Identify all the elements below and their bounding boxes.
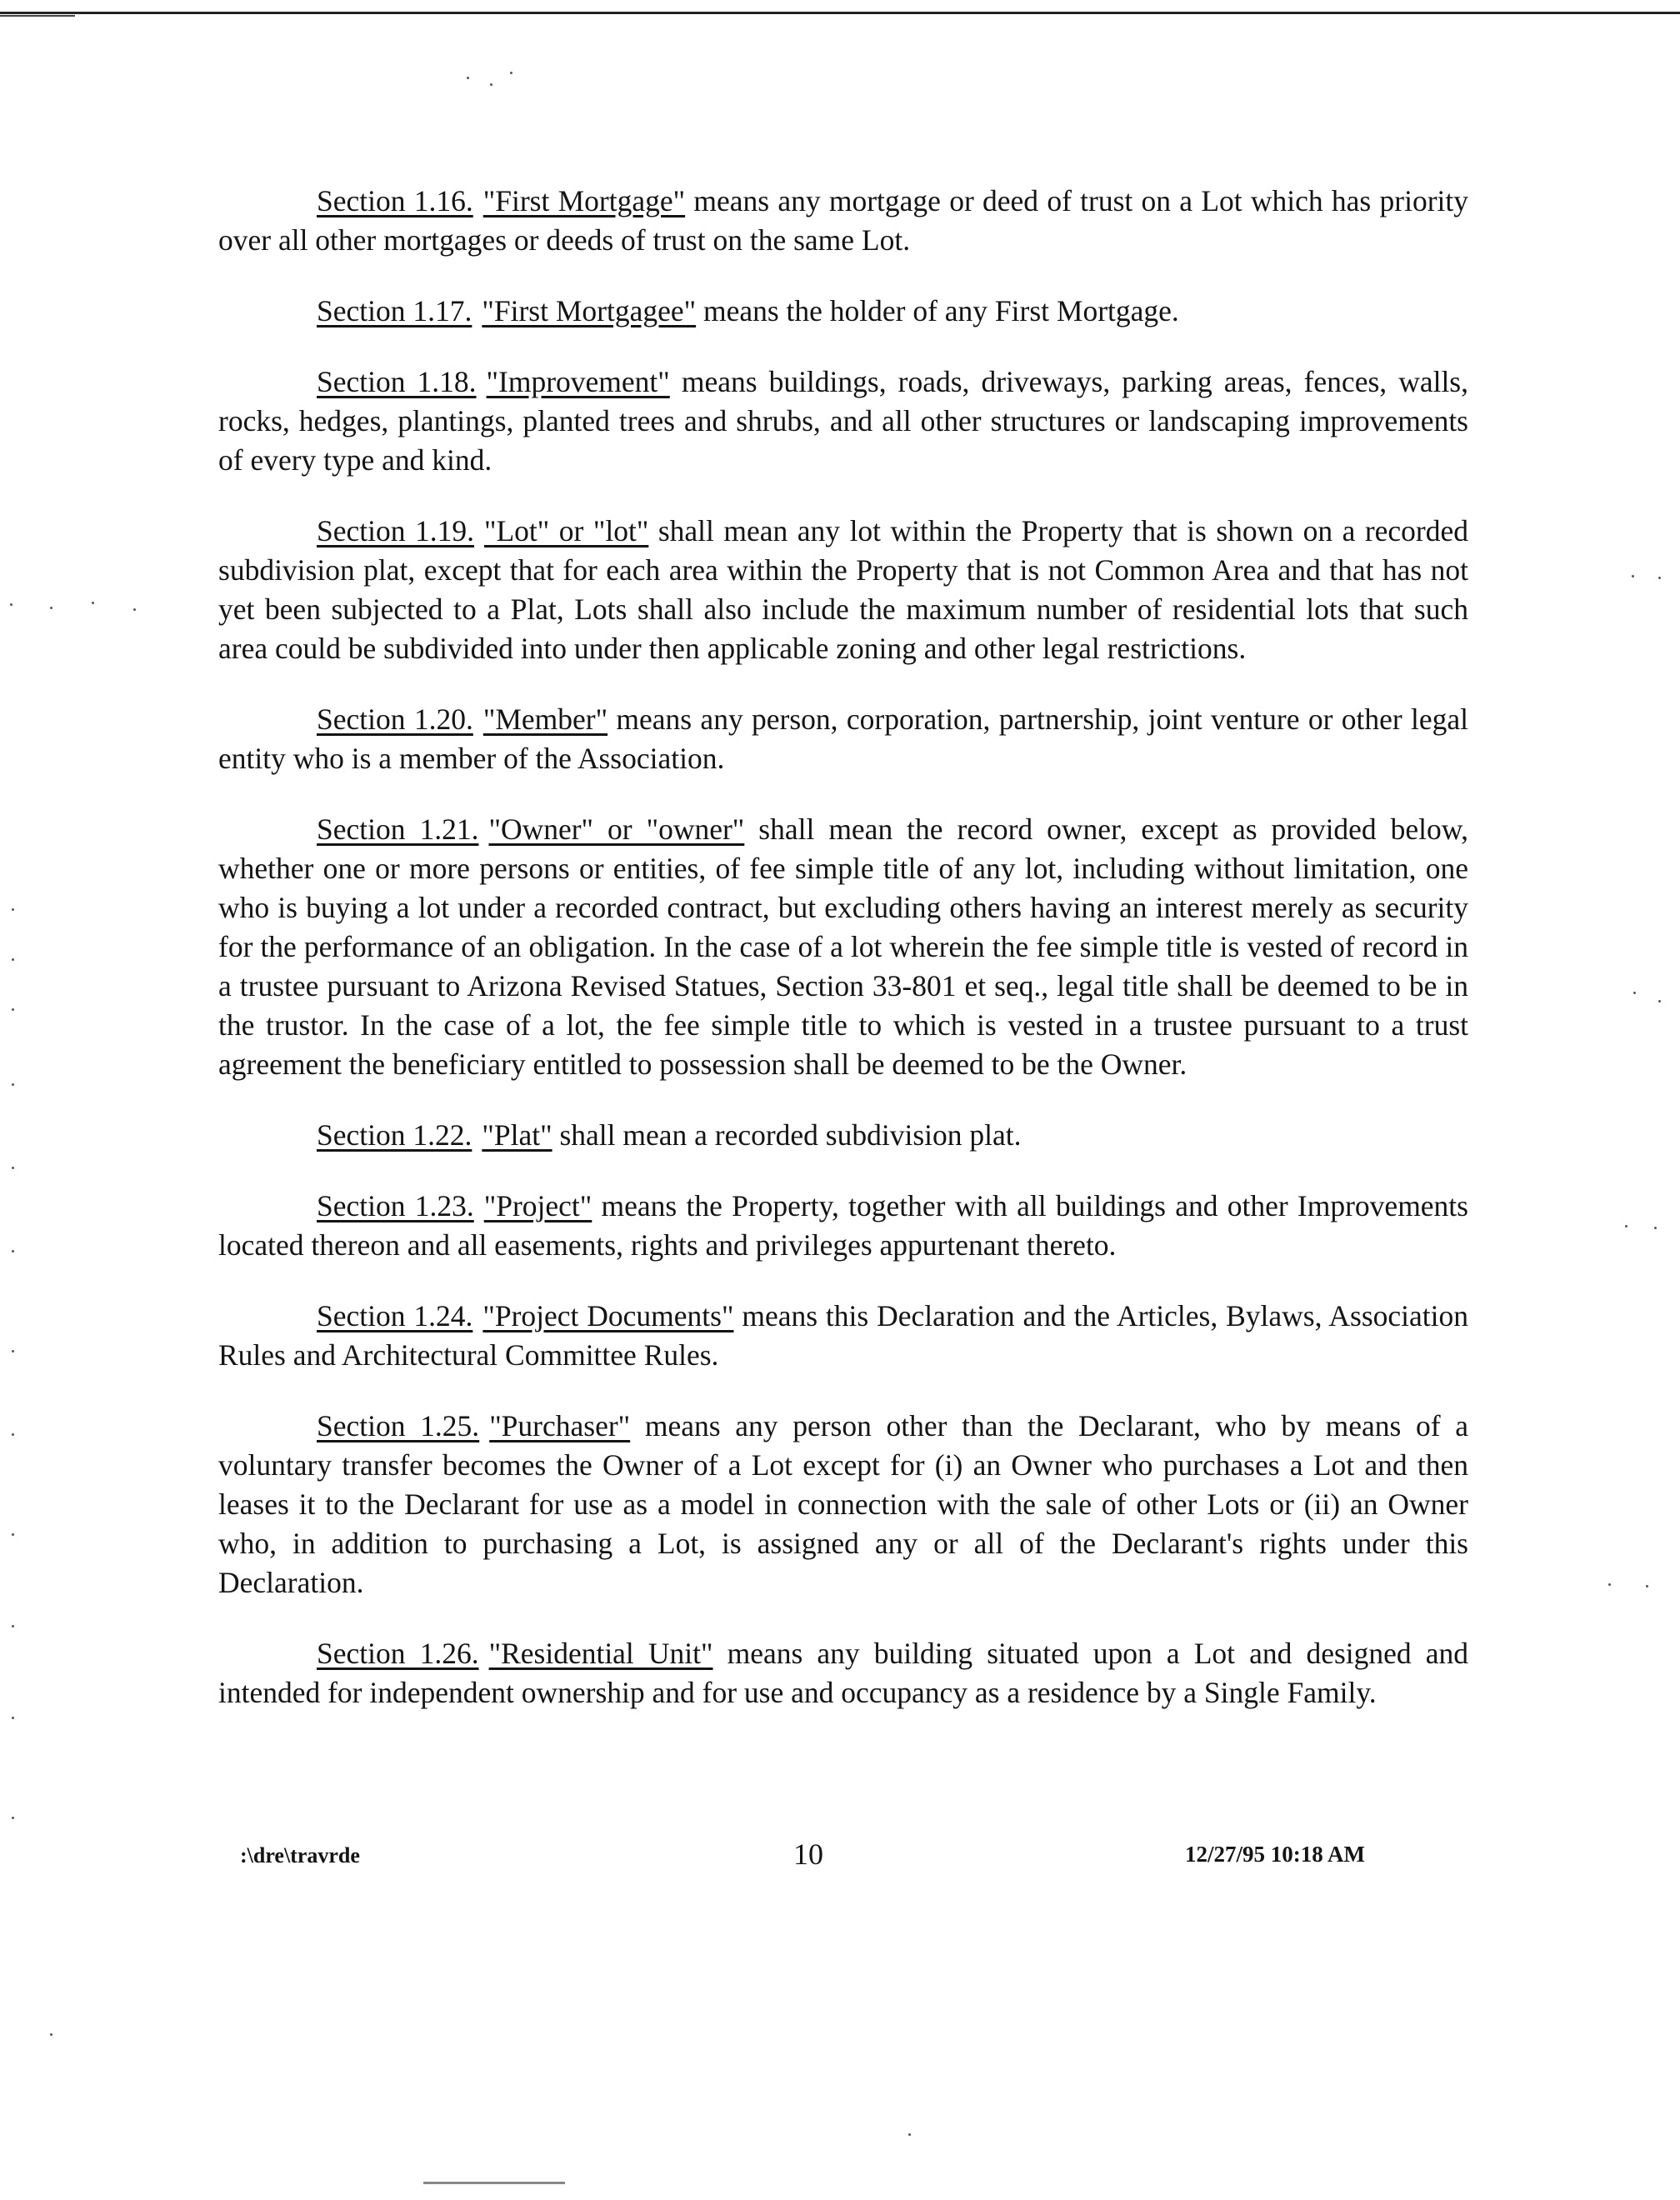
section-1-19 <box>218 512 1468 668</box>
scan-speck <box>12 1433 14 1436</box>
scan-speck <box>467 77 469 79</box>
top-scan-rule-accent <box>0 15 75 17</box>
scan-speck <box>1646 1585 1648 1588</box>
section-1-25 <box>218 1407 1468 1602</box>
scan-speck <box>10 603 12 606</box>
section-text: means the Property, together with all buildings and other Improvements located thereon and all easements, rights and privileges appurtenant thereto. <box>218 1189 1468 1262</box>
section-heading <box>317 1299 733 1332</box>
scan-speck <box>12 1167 14 1169</box>
section-heading <box>317 294 696 328</box>
scan-speck <box>12 1250 14 1252</box>
defined-term: "Owner" or "owner" <box>488 812 745 846</box>
scan-speck <box>12 1008 14 1011</box>
section-heading <box>317 702 608 736</box>
scan-speck <box>908 2133 911 2136</box>
scan-speck <box>1608 1583 1611 1586</box>
scan-speck <box>12 1350 14 1352</box>
defined-term: "Member" <box>482 702 608 736</box>
scan-speck <box>1658 1000 1661 1002</box>
scan-speck <box>510 72 512 74</box>
section-text: means buildings, roads, driveways, parking areas, fences, walls, rocks, hedges, plantings, planted trees and shrubs, and all other structures or landscaping improvements of every type and kind. <box>218 365 1468 477</box>
section-number: Section 1.16. <box>317 184 473 218</box>
section-heading <box>317 1637 713 1670</box>
scan-speck <box>490 83 492 86</box>
scan-speck <box>1654 1227 1657 1229</box>
defined-term: "Project" <box>483 1189 592 1222</box>
section-1-23 <box>218 1187 1468 1265</box>
section-number: Section 1.22. <box>317 1118 472 1152</box>
section-1-21 <box>218 810 1468 1084</box>
section-text: shall mean any lot within the Property that is shown on a recorded subdivision plat, except that for each area within the Property that is not Common Area and that has not yet been subjected to a Plat, Lots shall also include the maximum number of residential lots that such area could be subdivided into under then applicable zoning and other legal restrictions. <box>218 514 1469 665</box>
section-text: means this Declaration and the Articles, Bylaws, Association Rules and Architectural Committee Rules. <box>218 1299 1468 1372</box>
defined-term: "Plat" <box>482 1118 552 1152</box>
section-heading <box>317 365 670 398</box>
section-number: Section 1.21. <box>317 812 479 846</box>
scan-speck <box>1658 577 1661 579</box>
top-scan-rule <box>0 12 1680 14</box>
defined-term: "Improvement" <box>486 365 670 398</box>
section-text: shall mean a recorded subdivision plat. <box>552 1118 1022 1152</box>
page-footer <box>218 1837 1385 1878</box>
scan-speck <box>12 1817 14 1819</box>
defined-term: "Lot" or "lot" <box>484 514 649 548</box>
section-text: means the holder of any First Mortgage. <box>696 294 1179 328</box>
section-1-16 <box>218 182 1468 260</box>
scan-speck <box>12 908 14 911</box>
section-text: means any person, corporation, partnership, joint venture or other legal entity who is a member of the Association. <box>218 702 1469 775</box>
section-heading <box>317 1118 552 1152</box>
scan-speck <box>50 607 52 609</box>
section-heading <box>317 812 744 846</box>
scan-speck <box>133 608 136 611</box>
scan-speck <box>12 1625 14 1628</box>
scan-speck <box>12 958 14 961</box>
section-number: Section 1.20. <box>317 702 473 736</box>
section-number: Section 1.24. <box>317 1299 473 1332</box>
section-1-17 <box>218 292 1468 331</box>
section-text: means any person other than the Declarant, who by means of a voluntary transfer becomes the Owner of a Lot except for (i) an Owner who purchases a Lot and then leases it to the Declarant for use as a model in connection with the sale of other Lots or (ii) an Owner who, in addition to purchasing a Lot, is assigned any or all of the Declarant's rights under this Declaration. <box>218 1409 1469 1599</box>
defined-term: "Residential Unit" <box>488 1637 713 1670</box>
scan-speck <box>92 602 94 604</box>
print-timestamp: 12/27/95 10:18 AM <box>1185 1842 1365 1867</box>
section-number: Section 1.25. <box>317 1409 480 1442</box>
scan-speck <box>12 1083 14 1086</box>
scan-speck <box>12 1533 14 1536</box>
section-number: Section 1.18. <box>317 365 477 398</box>
section-heading <box>317 514 648 548</box>
defined-term: "First Mortgage" <box>482 184 686 218</box>
section-heading <box>317 1189 592 1222</box>
file-path: :\dre\travrde <box>240 1843 360 1868</box>
section-number: Section 1.19. <box>317 514 474 548</box>
section-heading <box>317 184 685 218</box>
section-1-18 <box>218 362 1468 480</box>
defined-term: "Project Documents" <box>482 1299 734 1332</box>
section-text: shall mean the record owner, except as provided below, whether one or more persons or entities, of fee simple title of any lot, including without limitation, one who is buying a lot under a recorded contract, but excluding others having an interest merely as security for the performance of an obligation. In the case of a lot wherein the fee simple title is vested of record in a trustee pursuant to Arizona Revised Statues, Section 33-801 et seq., legal title shall be deemed to be in the trustor. In the case of a lot, the fee simple title to which is vested in a trustee pursuant to a trust agreement the beneficiary entitled to possession shall be deemed to be the Owner. <box>218 812 1468 1081</box>
page-number: 10 <box>793 1838 823 1871</box>
scan-speck <box>50 2033 52 2036</box>
section-text: means any building situated upon a Lot and designed and intended for independent ownership and for use and occupancy as a residence by a Single Family. <box>218 1637 1469 1709</box>
section-text: means any mortgage or deed of trust on a Lot which has priority over all other mortgages or deeds of trust on the same Lot. <box>218 184 1468 257</box>
section-heading <box>317 1409 630 1442</box>
scan-speck <box>12 1717 14 1719</box>
section-1-24 <box>218 1297 1468 1375</box>
scan-speck <box>1625 1225 1628 1228</box>
scan-speck <box>1633 992 1636 994</box>
section-number: Section 1.23. <box>317 1189 474 1222</box>
document-body <box>218 182 1468 1744</box>
defined-term: "Purchaser" <box>489 1409 631 1442</box>
section-1-26 <box>218 1634 1468 1712</box>
section-number: Section 1.26. <box>317 1637 479 1670</box>
defined-term: "First Mortgagee" <box>482 294 697 328</box>
scan-speck <box>1632 575 1634 578</box>
section-1-22 <box>218 1116 1468 1155</box>
section-number: Section 1.17. <box>317 294 472 328</box>
bottom-scan-mark <box>423 2182 565 2184</box>
section-1-20 <box>218 700 1468 778</box>
